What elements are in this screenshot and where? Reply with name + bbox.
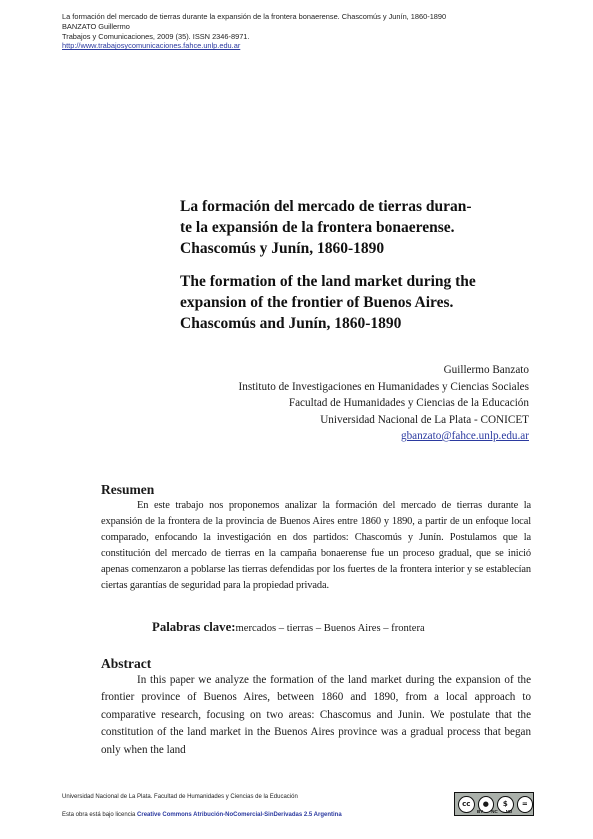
header-citation-title: La formación del mercado de tierras durante la expansión de la frontera bonaerense. Chascomús y Junín, 1860-1890 [62, 12, 447, 21]
author-affiliation: Universidad Nacional de La Plata - CONICET [320, 413, 529, 426]
keywords-label: Palabras clave: [152, 620, 236, 634]
article-titles [180, 196, 532, 334]
title-es-line: te la expansión de la frontera bonaerense. [180, 219, 455, 236]
author-block [129, 362, 529, 445]
header-author: BANZATO Guillermo [62, 21, 130, 31]
keywords-line [152, 620, 425, 635]
abstract-text: In this paper we analyze the formation of the land market during the expansion of the frontier province of Buenos Aires, between 1860 and 1890, from a local approach to comparative research, focusing on two areas: Chascomus and Junin. We postulate that the constitution of the land market in the Buenos Aires province was a gradual process that began only when the land [101, 674, 531, 756]
cc-icon: cc [458, 796, 475, 813]
title-en-line: The formation of the land market during the [180, 273, 476, 290]
noderivatives-icon: = [517, 796, 534, 813]
noncommercial-icon: $ [497, 796, 514, 813]
author-email-link[interactable]: gbanzato@fahce.unlp.edu.ar [400, 430, 529, 442]
author-affiliation: Instituto de Investigaciones en Humanidades y Ciencias Sociales [238, 380, 529, 393]
footer-license-link[interactable]: Creative Commons Atribución-NoComercial-SinDerivadas 2.5 Argentina [137, 812, 342, 818]
keywords-list: mercados – tierras – Buenos Aires – frontera [235, 623, 425, 634]
title-spanish [180, 196, 532, 259]
resumen-heading: Resumen [101, 482, 155, 497]
abstract-heading: Abstract [101, 656, 152, 671]
title-en-line: Chascomús and Junín, 1860-1890 [180, 315, 402, 332]
title-english [180, 271, 532, 334]
author-name: Guillermo Banzato [443, 364, 529, 376]
title-es-line: Chascomús y Junín, 1860-1890 [180, 240, 385, 257]
author-affiliation: Facultad de Humanidades y Ciencias de la Educación [288, 397, 529, 409]
attribution-icon: ● [478, 796, 495, 813]
header-url-link[interactable]: http://www.trabajosycomunicaciones.fahce.unlp.edu.ar [62, 41, 241, 51]
cc-tag: ND [505, 809, 513, 814]
cc-tag: NC [491, 809, 498, 814]
footer-license [62, 812, 342, 818]
footer-institution: Universidad Nacional de La Plata. Facultad de Humanidades y Ciencias de la Educación [62, 794, 298, 800]
header-journal: Trabajos y Comunicaciones, 2009 (35). ISSN 2346-8971. [62, 31, 250, 41]
resumen-text: En este trabajo nos proponemos analizar la formación del mercado de tierras durante la expansión de la frontera de la provincia de Buenos Aires entre 1860 y 1890, a partir de un enfoque local comparado, enfocando la investigación en dos partidos: Chascomús y Junín. Postulamos que la constitución del mercado de tierras en la campaña bonaerense fue un proceso gradual, que se inició apenas comenzaron a poblarse las tierras defendidas por los fuertes de la frontera interior y se establecían ciertas garantías de seguridad para la propiedad privada. [101, 500, 531, 592]
resumen-paragraph [101, 498, 531, 595]
abstract-paragraph [101, 672, 531, 759]
cc-license-badge[interactable] [454, 792, 534, 816]
cc-badge-tags [477, 809, 512, 814]
document-header [62, 12, 582, 51]
title-es-line: La formación del mercado de tierras duran- [180, 198, 472, 215]
title-en-line: expansion of the frontier of Buenos Aires. [180, 294, 454, 311]
cc-tag: BY [477, 809, 484, 814]
footer-license-prefix: Esta obra está bajo licencia [62, 812, 138, 818]
